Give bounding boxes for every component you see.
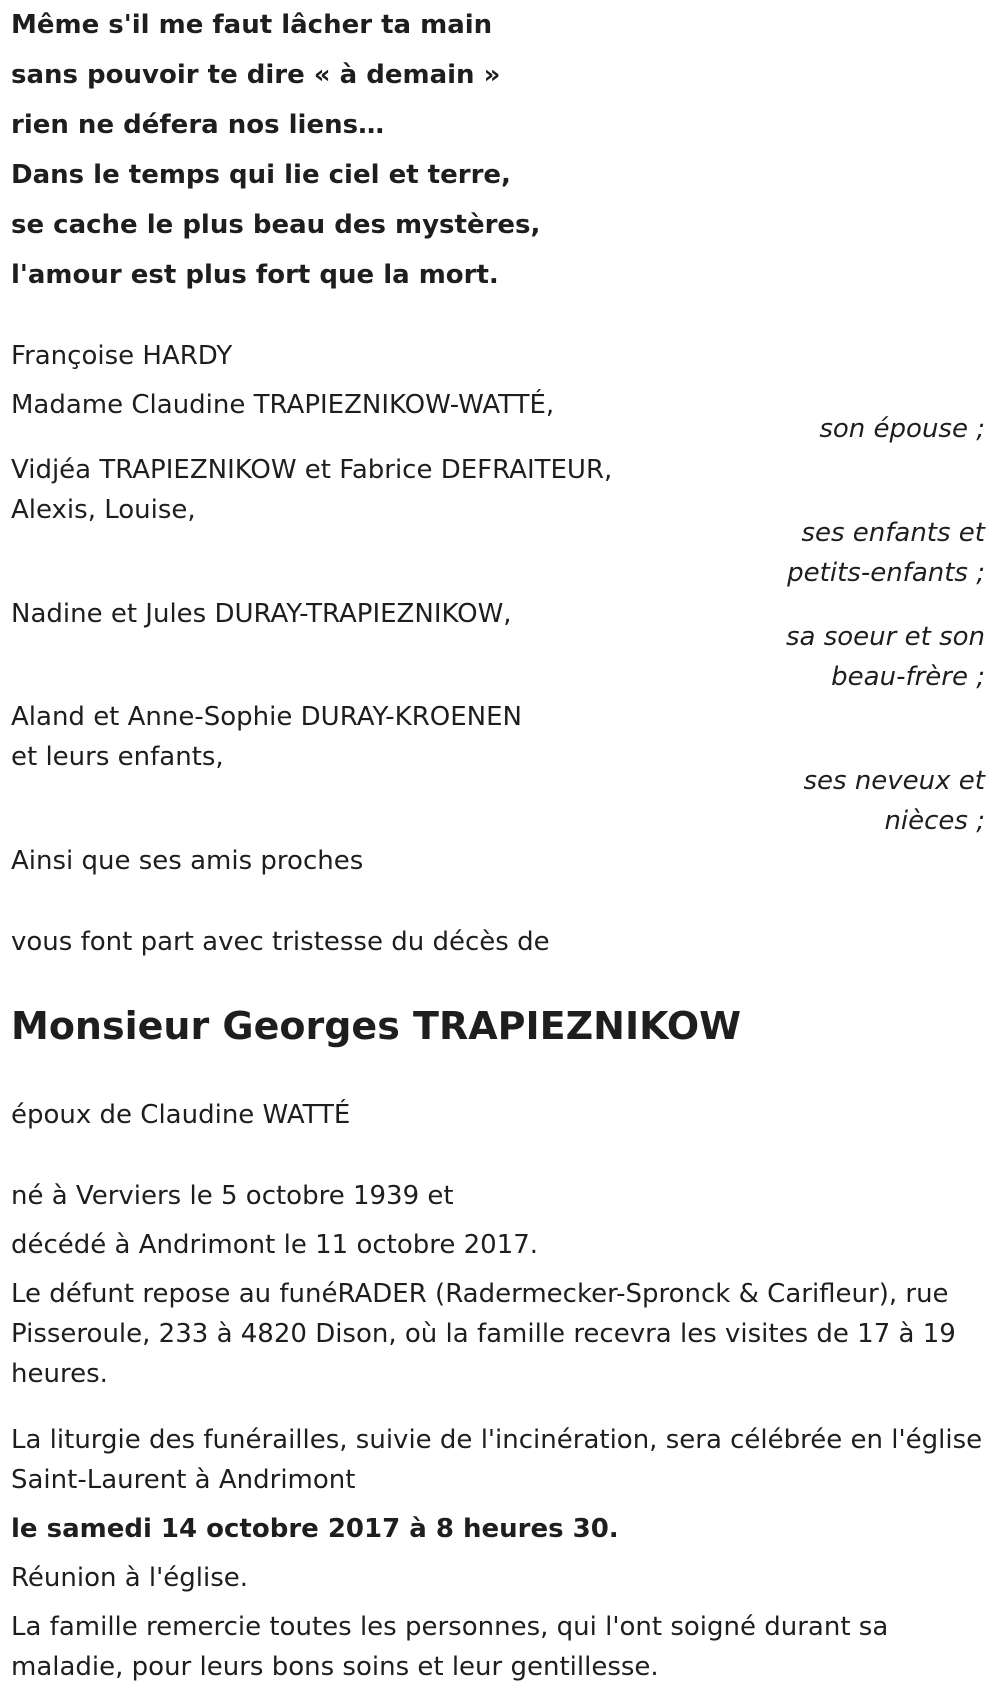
visitation-info: Le défunt repose au funéRADER (Radermecker-Spronck & Carifleur), rue Pisseroule, 233 à 4820 Dison, où la famille recevra les visites de 17 à 19 heures. (11, 1279, 956, 1389)
spouse-name: Madame Claudine TRAPIEZNIKOW-WATTÉ, (11, 390, 555, 420)
ceremony-date: le samedi 14 octobre 2017 à 8 heures 30. (11, 1514, 619, 1544)
nephews-role-line-1: ses neveux et (803, 766, 985, 796)
friends-line: Ainsi que ses amis proches (11, 846, 364, 876)
poem-line: Dans le temps qui lie ciel et terre, (11, 160, 511, 190)
meeting-info: Réunion à l'église. (11, 1563, 249, 1593)
nephews-role-line-2: nièces ; (884, 806, 985, 836)
children-line-2: Alexis, Louise, (11, 495, 196, 525)
liturgy-info: La liturgie des funérailles, suivie de l'incinération, sera célébrée en l'église Saint-Laurent à Andrimont (11, 1425, 983, 1495)
sister-role-line-2: beau-frère ; (831, 662, 985, 692)
children-role-line-2: petits-enfants ; (787, 558, 985, 588)
poem-line: se cache le plus beau des mystères, (11, 210, 541, 240)
poem-line: sans pouvoir te dire « à demain » (11, 60, 501, 90)
children-line-1: Vidjéa TRAPIEZNIKOW et Fabrice DEFRAITEUR, (11, 455, 613, 485)
thanks-info: La famille remercie toutes les personnes, qui l'ont soigné durant sa maladie, pour leurs bons soins et leur gentillesse. (11, 1612, 889, 1682)
nephews-line-1: Aland et Anne-Sophie DURAY-KROENEN (11, 702, 522, 732)
nephews-line-2: et leurs enfants, (11, 742, 224, 772)
spouse-of: époux de Claudine WATTÉ (11, 1100, 351, 1130)
spouse-role: son épouse ; (819, 414, 985, 444)
sister-role-line-1: sa soeur et son (785, 622, 985, 652)
poem-line: Même s'il me faut lâcher ta main (11, 10, 493, 40)
announcement: vous font part avec tristesse du décès de (11, 927, 550, 957)
poem-line: rien ne défera nos liens… (11, 110, 385, 140)
sister-name: Nadine et Jules DURAY-TRAPIEZNIKOW, (11, 599, 512, 629)
birth-info: né à Verviers le 5 octobre 1939 et (11, 1181, 454, 1211)
poem-author: Françoise HARDY (11, 341, 233, 371)
children-role-line-1: ses enfants et (801, 518, 985, 548)
poem (11, 0, 997, 300)
poem-line: l'amour est plus fort que la mort. (11, 260, 499, 290)
deceased-name: Monsieur Georges TRAPIEZNIKOW (11, 1004, 742, 1048)
death-info: décédé à Andrimont le 11 octobre 2017. (11, 1230, 539, 1260)
